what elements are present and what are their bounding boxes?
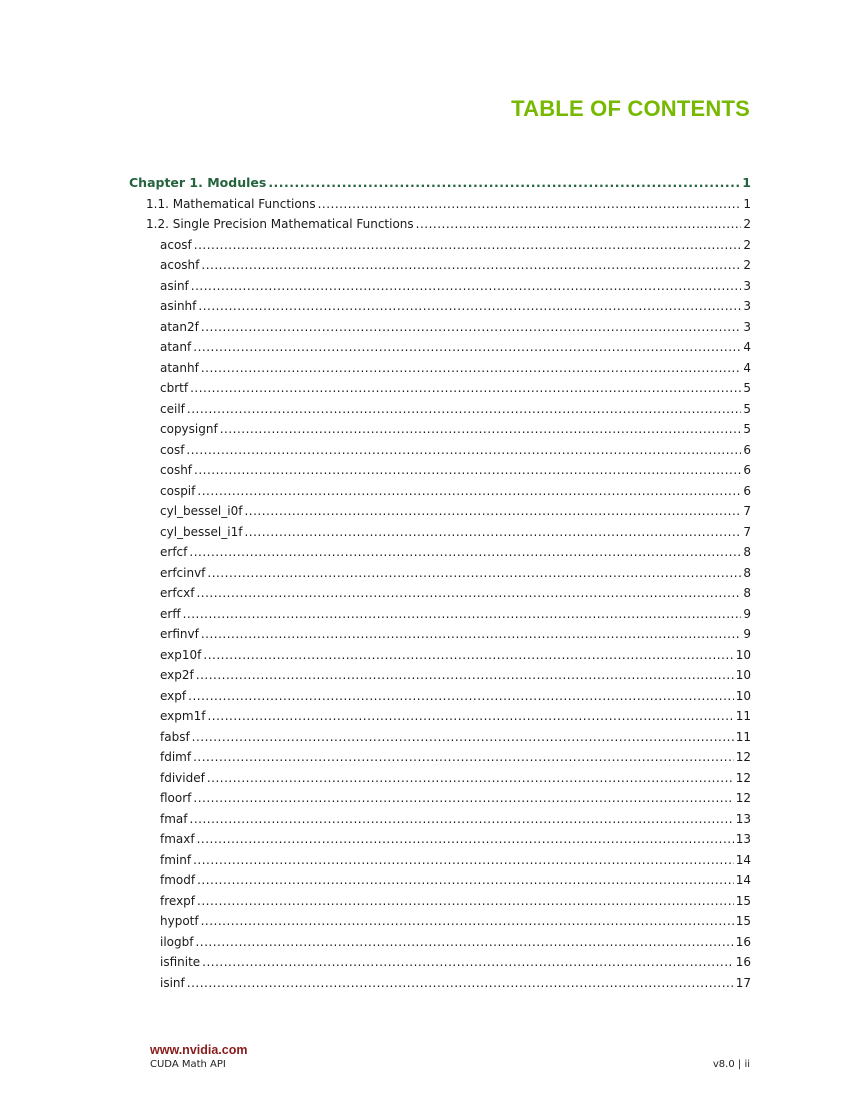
toc-page-number: 7 (743, 504, 751, 518)
toc-function-entry[interactable] (129, 378, 751, 399)
toc-page-number: 3 (743, 299, 751, 313)
toc-function-entry[interactable] (129, 542, 751, 563)
toc-function-entry[interactable] (129, 788, 751, 809)
toc-page-number: 14 (735, 873, 751, 887)
toc-dot-leader (268, 173, 740, 194)
toc-dot-leader (193, 747, 734, 768)
toc-entry-label: fdividef (160, 770, 205, 785)
toc-entry-label: cyl_bessel_i1f (160, 524, 243, 539)
toc-function-entry[interactable] (129, 317, 751, 338)
toc-page-number: 10 (735, 668, 751, 682)
toc-function-entry[interactable] (129, 686, 751, 707)
toc-dot-leader (192, 727, 734, 748)
footer-version-page: v8.0 | ii (712, 1059, 750, 1070)
toc-page-number: 7 (743, 524, 751, 539)
toc-dot-leader (202, 952, 734, 973)
toc-dot-leader (201, 317, 741, 338)
toc-entry-label: atanf (160, 340, 192, 354)
toc-function-entry[interactable] (129, 645, 751, 666)
toc-entry-label: ceilf (160, 401, 185, 416)
page-title: TABLE OF CONTENTS (511, 96, 750, 121)
toc-function-entry[interactable] (129, 747, 751, 768)
toc-entry-label: exp2f (160, 668, 194, 682)
toc-function-entry[interactable] (129, 891, 751, 912)
toc-page-number: 11 (735, 709, 751, 723)
toc-function-entry[interactable] (129, 358, 751, 379)
toc-page-number: 2 (743, 217, 751, 231)
toc-entry-label: acoshf (160, 258, 200, 272)
toc-dot-leader (187, 399, 741, 420)
toc-dot-leader (201, 358, 742, 379)
toc-page-number: 1 (742, 175, 751, 190)
toc-entry-label: floorf (160, 791, 192, 805)
toc-entry-label: erfcinvf (160, 565, 206, 580)
toc-entry-label: hypotf (160, 914, 199, 928)
toc-function-entry[interactable] (129, 337, 751, 358)
toc-dot-leader (187, 973, 734, 994)
toc-function-entry[interactable] (129, 522, 751, 543)
toc-dot-leader (198, 296, 741, 317)
toc-page-number: 5 (743, 381, 751, 395)
toc-entry-label: atanhf (160, 360, 199, 375)
toc-page-number: 9 (743, 606, 751, 621)
toc-dot-leader (207, 706, 733, 727)
toc-page-number: 5 (743, 401, 751, 416)
toc-entry-label: fmaf (160, 811, 188, 826)
toc-page-number: 16 (735, 934, 751, 949)
toc-entry-label: cbrtf (160, 381, 189, 395)
toc-dot-leader (197, 891, 734, 912)
toc-entry-label: erff (160, 606, 181, 621)
toc-entry-label: coshf (160, 463, 193, 477)
toc-entry-label: atan2f (160, 319, 199, 334)
toc-entry-label: 1.1. Mathematical Functions (146, 196, 316, 211)
toc-dot-leader (201, 911, 734, 932)
toc-dot-leader (193, 788, 733, 809)
toc-page-number: 11 (735, 729, 751, 744)
toc-page-number: 9 (743, 627, 751, 641)
toc-function-entry[interactable] (129, 276, 751, 297)
toc-page-number: 5 (743, 422, 751, 436)
toc-entry-label: acosf (160, 237, 192, 252)
toc-function-entry[interactable] (129, 768, 751, 789)
toc-dot-leader (189, 542, 741, 563)
toc-function-entry[interactable] (129, 727, 751, 748)
toc-page-number: 8 (743, 586, 751, 600)
toc-dot-leader (197, 829, 734, 850)
footer-document-title: CUDA Math API (150, 1059, 226, 1070)
toc-function-entry[interactable] (129, 829, 751, 850)
toc-entry-label: isfinite (160, 955, 201, 969)
toc-dot-leader (203, 645, 733, 666)
toc-entry-label: fabsf (160, 729, 190, 744)
toc-entry-label: asinhf (160, 299, 197, 313)
toc-function-entry[interactable] (129, 870, 751, 891)
footer-website-link[interactable]: www.nvidia.com (150, 1043, 248, 1057)
toc-dot-leader (416, 214, 742, 235)
toc-dot-leader (244, 522, 741, 543)
toc-function-entry[interactable] (129, 911, 751, 932)
toc-dot-leader (193, 337, 741, 358)
toc-entry-label: Chapter 1. Modules (129, 175, 267, 190)
toc-page-number: 2 (743, 258, 751, 272)
toc-page-number: 6 (743, 442, 751, 457)
toc-dot-leader (201, 255, 741, 276)
toc-dot-leader (190, 378, 741, 399)
toc-entry-label: erfinvf (160, 627, 199, 641)
toc-page-number: 10 (735, 647, 751, 662)
toc-function-entry[interactable] (129, 440, 751, 461)
toc-page-number: 15 (735, 914, 751, 928)
toc-function-entry[interactable] (129, 399, 751, 420)
toc-dot-leader (220, 419, 742, 440)
toc-function-entry[interactable] (129, 932, 751, 953)
toc-entry-label: erfcxf (160, 586, 195, 600)
toc-function-entry[interactable] (129, 296, 751, 317)
toc-page-number: 13 (735, 811, 751, 826)
toc-dot-leader (196, 583, 741, 604)
toc-page-number: 1 (743, 196, 751, 211)
toc-entry-label: cyl_bessel_i0f (160, 504, 243, 518)
toc-dot-leader (191, 276, 742, 297)
toc-dot-leader (244, 501, 741, 522)
toc-function-entry[interactable] (129, 973, 751, 994)
toc-dot-leader (207, 768, 734, 789)
toc-dot-leader (197, 870, 734, 891)
toc-page-number: 14 (735, 852, 751, 867)
table-of-contents (129, 173, 751, 993)
toc-entry-label: cosf (160, 442, 185, 457)
toc-page-number: 8 (743, 565, 751, 580)
toc-dot-leader (194, 460, 741, 481)
toc-page-number: 13 (735, 832, 751, 846)
toc-dot-leader (207, 563, 741, 584)
toc-entry-label: frexpf (160, 893, 196, 908)
toc-dot-leader (188, 686, 734, 707)
toc-function-entry[interactable] (129, 419, 751, 440)
toc-function-entry[interactable] (129, 706, 751, 727)
toc-page-number: 3 (743, 319, 751, 334)
toc-dot-leader (195, 932, 733, 953)
toc-entry-label: ilogbf (160, 934, 194, 949)
toc-page-number: 17 (735, 975, 751, 990)
toc-page-number: 4 (743, 360, 751, 375)
toc-dot-leader (318, 194, 742, 215)
toc-section-entry[interactable] (129, 214, 751, 235)
toc-dot-leader (196, 665, 734, 686)
toc-entry-label: fmaxf (160, 832, 195, 846)
toc-entry-label: expf (160, 688, 187, 703)
toc-function-entry[interactable] (129, 604, 751, 625)
toc-function-entry[interactable] (129, 460, 751, 481)
toc-page-number: 6 (743, 483, 751, 498)
toc-function-entry[interactable] (129, 255, 751, 276)
toc-function-entry[interactable] (129, 624, 751, 645)
toc-dot-leader (197, 481, 741, 502)
toc-page-number: 12 (735, 770, 751, 785)
toc-dot-leader (190, 809, 734, 830)
toc-page-number: 12 (735, 791, 751, 805)
toc-page-number: 8 (743, 545, 751, 559)
toc-page-number: 10 (735, 688, 751, 703)
toc-entry-label: 1.2. Single Precision Mathematical Functions (146, 217, 414, 231)
toc-chapter-entry[interactable] (129, 173, 751, 194)
toc-function-entry[interactable] (129, 563, 751, 584)
toc-entry-label: fdimf (160, 750, 192, 764)
toc-dot-leader (186, 440, 741, 461)
toc-entry-label: copysignf (160, 422, 218, 436)
toc-entry-label: erfcf (160, 545, 188, 559)
toc-entry-label: exp10f (160, 647, 202, 662)
toc-page-number: 15 (735, 893, 751, 908)
toc-page-number: 4 (743, 340, 751, 354)
toc-function-entry[interactable] (129, 952, 751, 973)
toc-function-entry[interactable] (129, 665, 751, 686)
toc-dot-leader (193, 850, 734, 871)
toc-function-entry[interactable] (129, 809, 751, 830)
toc-page-number: 2 (743, 237, 751, 252)
toc-function-entry[interactable] (129, 850, 751, 871)
toc-page-number: 3 (743, 278, 751, 293)
toc-entry-label: expm1f (160, 709, 206, 723)
toc-entry-label: asinf (160, 278, 189, 293)
toc-dot-leader (201, 624, 742, 645)
toc-function-entry[interactable] (129, 583, 751, 604)
toc-dot-leader (183, 604, 742, 625)
toc-entry-label: cospif (160, 483, 196, 498)
toc-function-entry[interactable] (129, 235, 751, 256)
toc-entry-label: fminf (160, 852, 192, 867)
toc-function-entry[interactable] (129, 481, 751, 502)
toc-section-entry[interactable] (129, 194, 751, 215)
toc-page-number: 6 (743, 463, 751, 477)
toc-page-number: 16 (735, 955, 751, 969)
toc-dot-leader (194, 235, 742, 256)
toc-function-entry[interactable] (129, 501, 751, 522)
toc-entry-label: fmodf (160, 873, 196, 887)
toc-page-number: 12 (735, 750, 751, 764)
toc-entry-label: isinf (160, 975, 185, 990)
